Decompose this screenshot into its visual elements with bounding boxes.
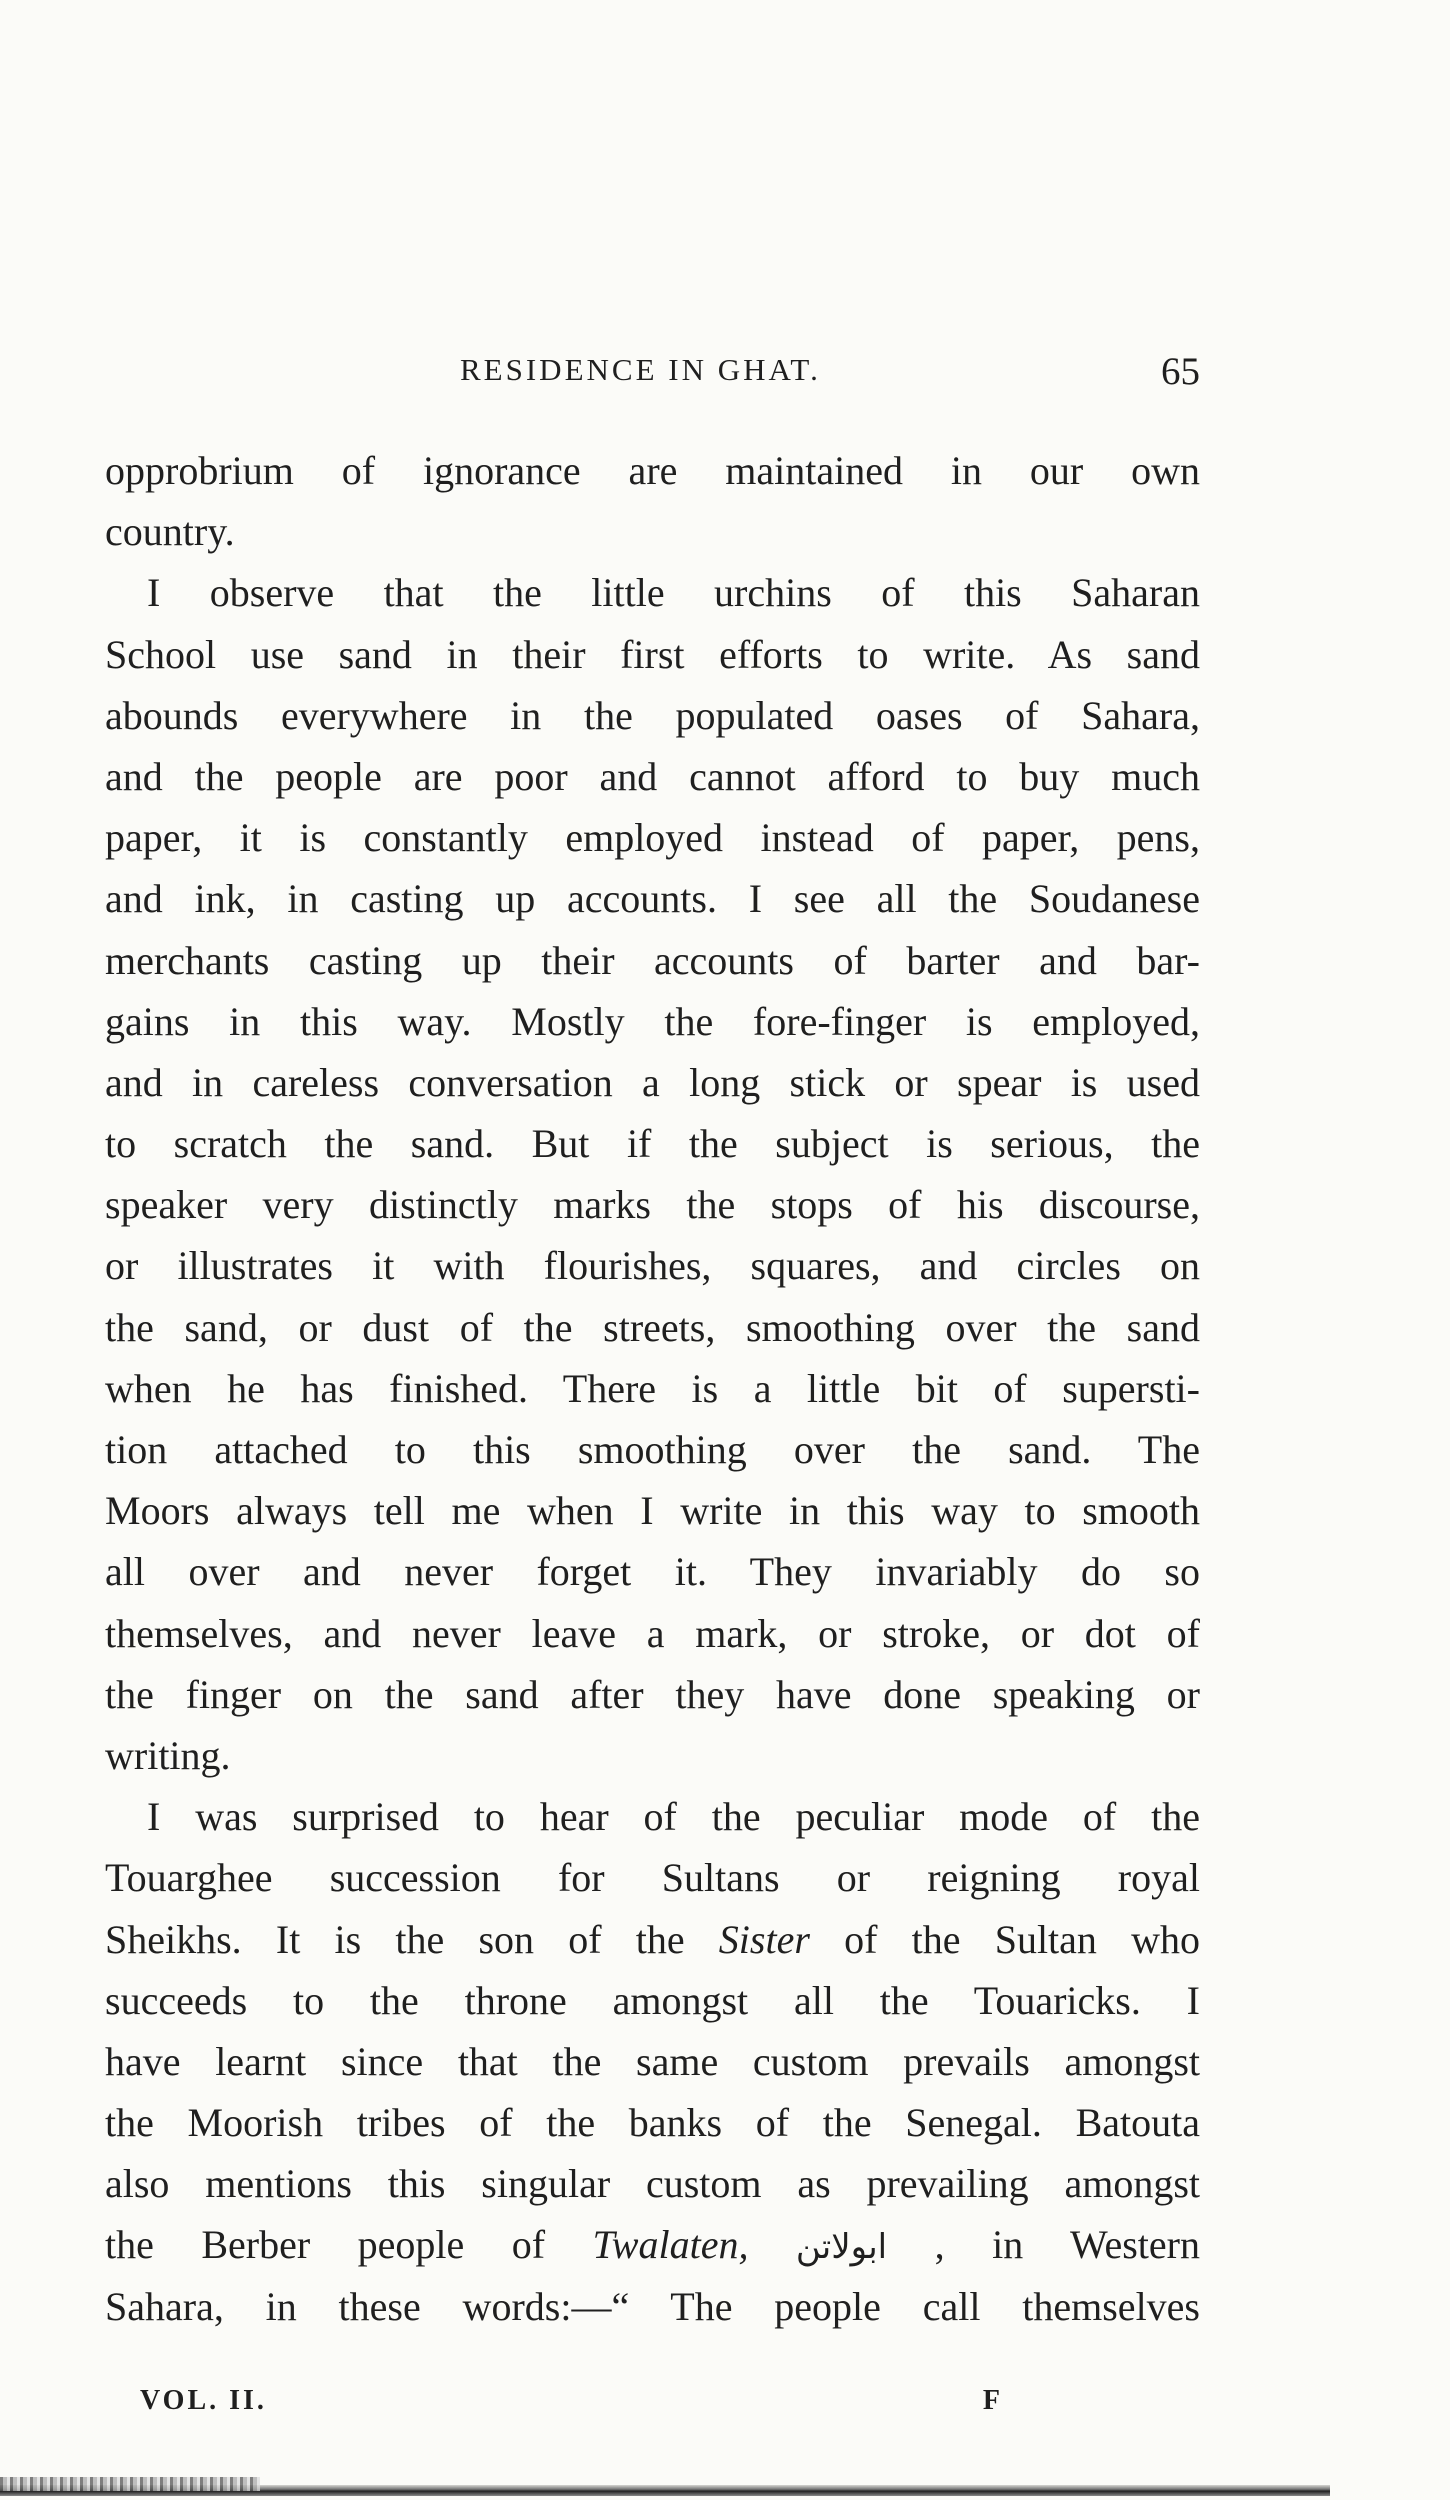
text-line: themselves, and never leave a mark, or stroke, or dot of xyxy=(105,1610,1200,1656)
text-line: have learnt since that the same custom prevails amongst xyxy=(105,2038,1200,2084)
page-number: 65 xyxy=(1161,350,1200,393)
text-line: and ink, in casting up accounts. I see all the Soudanese xyxy=(105,876,1200,922)
italic-word-sister: Sister xyxy=(718,1916,810,1962)
text-line: paper, it is constantly employed instead of paper, pens, xyxy=(105,815,1200,861)
text-line: or illustrates it with flourishes, squares, and circles on xyxy=(105,1243,1200,1289)
text-line: speaker very distinctly marks the stops of his discourse, xyxy=(105,1182,1200,1228)
text-line: the sand, or dust of the streets, smoothing over the sand xyxy=(105,1304,1200,1350)
text-line: opprobrium of ignorance are maintained in our own xyxy=(105,448,1200,493)
text-line-with-italic xyxy=(105,1909,1200,1970)
scan-bottom-rule xyxy=(0,2485,1330,2496)
text-line: Touarghee succession for Sultans or reigning royal xyxy=(105,1855,1200,1901)
page-header xyxy=(105,352,1200,402)
text-line: the finger on the sand after they have done speaking or xyxy=(105,1671,1200,1717)
text-line: writing. xyxy=(105,1732,231,1778)
text-line: the Moorish tribes of the banks of the Senegal. Batouta xyxy=(105,2100,1200,2146)
page-footer xyxy=(140,2385,1000,2435)
text-line: abounds everywhere in the populated oases of Sahara, xyxy=(105,692,1200,738)
text-line: tion attached to this smoothing over the sand. The xyxy=(105,1427,1200,1472)
text-line: School use sand in their first efforts to write. As sand xyxy=(105,631,1200,677)
text-line: country. xyxy=(105,509,235,555)
text-line: succeeds to the throne amongst all the Touaricks. I xyxy=(105,1977,1200,2023)
text-line: and the people are poor and cannot afford to buy much xyxy=(105,753,1200,799)
text-line: gains in this way. Mostly the fore-finger is employed, xyxy=(105,998,1200,1044)
paragraph-start-line: I observe that the little urchins of this Saharan xyxy=(147,570,1200,616)
text-line: when he has finished. There is a little bit of supersti- xyxy=(105,1365,1200,1411)
text-line-with-arabic xyxy=(105,2214,1200,2275)
paragraph-start-line: I was surprised to hear of the peculiar mode of the xyxy=(147,1794,1200,1840)
text-fragment: Sheikhs. It is the son of the xyxy=(105,1916,685,1962)
italic-place-name: Twalaten, xyxy=(592,2222,749,2268)
text-line: to scratch the sand. But if the subject is serious, the xyxy=(105,1121,1200,1167)
text-line: Sahara, in these words:—“ The people call themselves xyxy=(105,2283,1200,2329)
running-head: RESIDENCE IN GHAT. xyxy=(460,352,821,387)
text-fragment: of the Sultan who xyxy=(844,1916,1201,1962)
text-fragment: , in Western xyxy=(934,2222,1200,2268)
text-line: Moors always tell me when I write in this way to smooth xyxy=(105,1488,1200,1534)
text-line: and in careless conversation a long stick or spear is used xyxy=(105,1059,1200,1105)
text-line: also mentions this singular custom as prevailing amongst xyxy=(105,2161,1200,2207)
text-line: merchants casting up their accounts of barter and bar- xyxy=(105,937,1200,983)
signature-mark: F xyxy=(982,2385,1000,2416)
body-text xyxy=(105,440,1200,2337)
arabic-place-name: ابولاتن xyxy=(795,2227,888,2268)
text-line: all over and never forget it. They invariably do so xyxy=(105,1549,1200,1595)
text-fragment: the Berber people of xyxy=(105,2222,546,2268)
volume-marker: VOL. II. xyxy=(140,2385,267,2416)
